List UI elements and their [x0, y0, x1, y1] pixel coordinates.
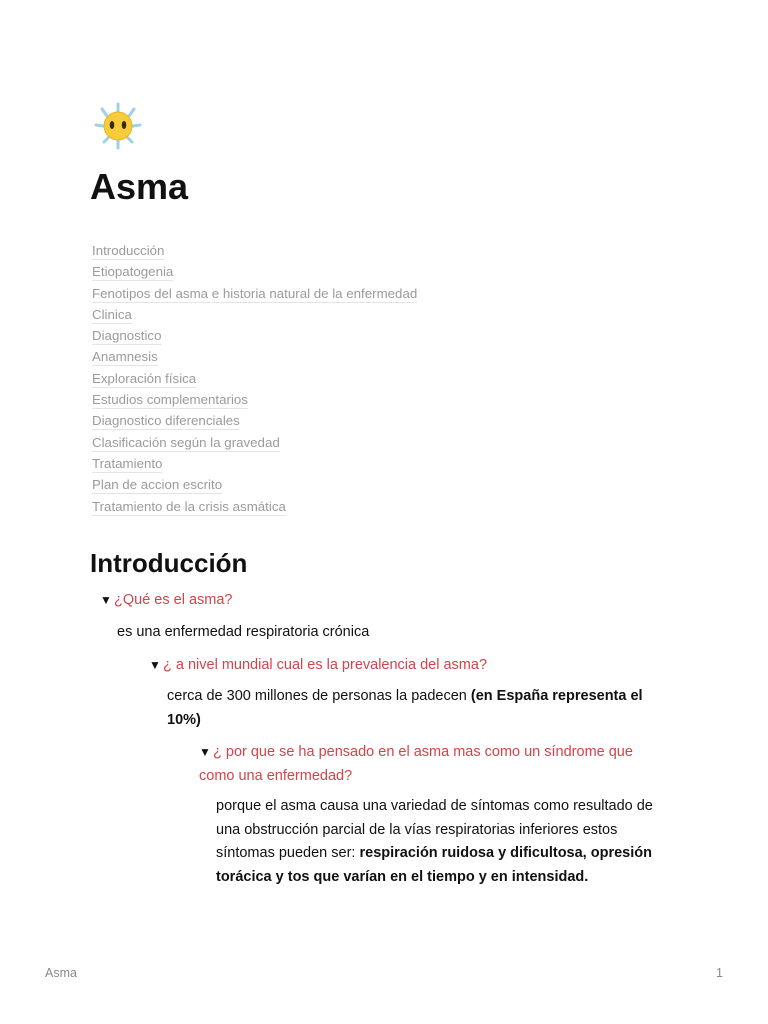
toc-link[interactable]: Tratamiento [92, 455, 163, 471]
toc-item[interactable] [92, 262, 512, 283]
toc-link[interactable]: Etiopatogenia [92, 264, 174, 280]
toc-item[interactable] [92, 433, 512, 454]
toc-item[interactable] [92, 326, 512, 347]
table-of-contents [92, 241, 512, 518]
triangle-down-icon[interactable]: ▼ [149, 658, 161, 672]
toc-link[interactable]: Anamnesis [92, 349, 158, 365]
toc-link[interactable]: Clasificación según la gravedad [92, 434, 280, 450]
toggle-question-3[interactable] [199, 741, 669, 788]
toggle-question-text: ¿Qué es el asma? [114, 592, 233, 608]
triangle-down-icon[interactable]: ▼ [100, 593, 112, 607]
toc-item[interactable] [92, 369, 512, 390]
toc-item[interactable] [92, 390, 512, 411]
toggle-answer-2 [167, 685, 667, 732]
toc-link[interactable]: Estudios complementarios [92, 392, 248, 408]
lungs-face-icon [92, 100, 144, 152]
toc-item[interactable] [92, 475, 512, 496]
triangle-down-icon[interactable]: ▼ [199, 745, 211, 759]
toc-link[interactable]: Diagnostico [92, 328, 162, 344]
toc-link[interactable]: Tratamiento de la crisis asmática [92, 498, 286, 514]
page-number: 1 [716, 966, 723, 980]
section-heading: Introducción [90, 548, 248, 578]
toggle-answer-1 [117, 621, 677, 645]
answer-bold-text: (en España representa el 10%) [167, 688, 643, 728]
toggle-answer-3 [216, 795, 678, 889]
page-title: Asma [90, 166, 189, 207]
toc-link[interactable]: Exploración física [92, 370, 197, 386]
toc-item[interactable] [92, 305, 512, 326]
toc-item[interactable] [92, 454, 512, 475]
answer-text: es una enfermedad respiratoria crónica [117, 624, 370, 640]
toc-link[interactable]: Clinica [92, 306, 132, 322]
toc-link[interactable]: Plan de accion escrito [92, 477, 223, 493]
toggle-question-1[interactable] [100, 589, 660, 613]
toc-item[interactable] [92, 241, 512, 262]
toc-item[interactable] [92, 284, 512, 305]
toc-item[interactable] [92, 411, 512, 432]
answer-bold-text: respiración ruidosa y dificultosa, opresión torácica y tos que varían en el tiempo y en intensidad. [216, 845, 652, 885]
answer-text: porque el asma causa una variedad de síntomas como resultado de una obstrucción parcial de la vías respiratorias inferiores estos síntomas pueden ser: [216, 798, 653, 861]
toggle-question-text: ¿ a nivel mundial cual es la prevalencia del asma? [163, 657, 488, 673]
toc-link[interactable]: Diagnostico diferenciales [92, 413, 240, 429]
toc-item[interactable] [92, 347, 512, 368]
toc-item[interactable] [92, 497, 512, 518]
footer-title: Asma [45, 966, 77, 980]
toggle-question-text: ¿ por que se ha pensado en el asma mas como un síndrome que como una enfermedad? [199, 744, 633, 784]
toc-link[interactable]: Introducción [92, 243, 165, 258]
toggle-question-2[interactable] [149, 654, 669, 678]
answer-text: cerca de 300 millones de personas la padecen [167, 688, 471, 704]
toc-link[interactable]: Fenotipos del asma e historia natural de la enfermedad [92, 285, 418, 301]
